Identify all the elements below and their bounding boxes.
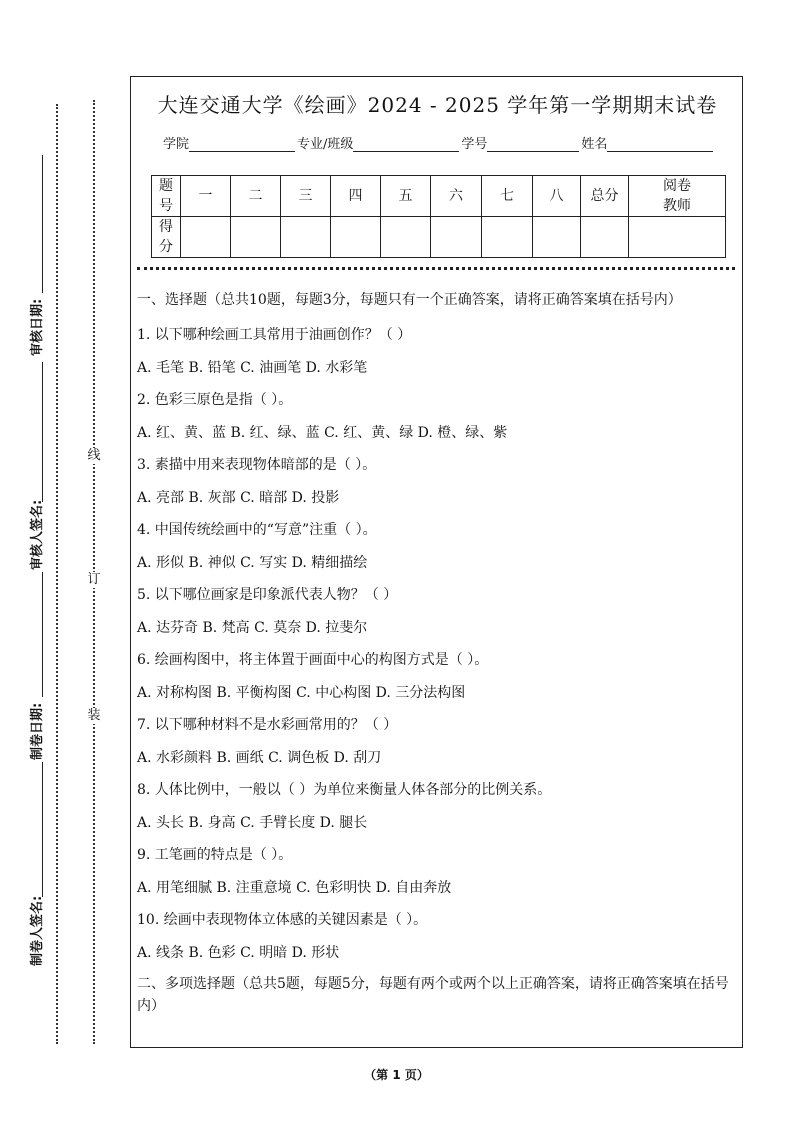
- question-8-options: A. 头长 B. 身高 C. 手臂长度 D. 腿长: [137, 814, 368, 831]
- question-1: 1. 以下哪种绘画工具常用于油画创作？（ ）: [137, 327, 412, 343]
- field-college-input[interactable]: [189, 137, 295, 152]
- question-1-options: A. 毛笔 B. 铅笔 C. 油画笔 D. 水彩笔: [137, 359, 368, 376]
- field-name-label: 姓名: [581, 137, 608, 152]
- question-3: 3. 素描中用来表现物体暗部的是（ ）。: [137, 457, 377, 473]
- section-2-heading: 二、多项选择题（总共5题，每题5分，每题有两个或两个以上正确答案，请将正确答案填在括号内）: [137, 976, 729, 1014]
- score-cell[interactable]: [331, 217, 381, 258]
- question-10: 10. 绘画中表现物体立体感的关键因素是（ ）。: [137, 912, 428, 928]
- field-college-label: 学院: [163, 137, 190, 152]
- outer-dotted-line: [56, 104, 58, 1044]
- exam-title: 大连交通大学《绘画》2024 - 2025 学年第一学期期末试卷: [157, 93, 718, 117]
- question-5-options: A. 达芬奇 B. 梵高 C. 莫奈 D. 拉斐尔: [137, 619, 368, 636]
- score-cell-grader[interactable]: [629, 217, 726, 258]
- score-cell[interactable]: [431, 217, 482, 258]
- score-col-8: 八: [533, 176, 581, 217]
- score-table-value-row: [152, 217, 726, 258]
- score-cell[interactable]: [381, 217, 431, 258]
- question-5: 5. 以下哪位画家是印象派代表人物？（ ）: [137, 587, 398, 603]
- field-id-label: 学号: [461, 137, 488, 152]
- score-table: [151, 175, 726, 258]
- review-date-line: [42, 155, 43, 293]
- field-major-input[interactable]: [353, 137, 459, 152]
- exam-frame: [130, 76, 743, 1048]
- binding-char-xian: 线: [87, 448, 101, 463]
- compiler-signature-label: 制卷人签名:: [30, 895, 45, 966]
- compile-date-label: 制卷日期:: [30, 702, 45, 760]
- question-6-options: A. 对称构图 B. 平衡构图 C. 中心构图 D. 三分法构图: [137, 684, 466, 701]
- score-col-4: 四: [331, 176, 381, 217]
- section-1-heading: 一、选择题（总共10题，每题3分，每题只有一个正确答案，请将正确答案填在括号内）: [137, 292, 682, 308]
- field-major-label: 专业/班级: [297, 137, 354, 152]
- field-name-input[interactable]: [607, 137, 713, 152]
- question-4-options: A. 形似 B. 神似 C. 写实 D. 精细描绘: [137, 554, 368, 571]
- score-cell[interactable]: [181, 217, 231, 258]
- binding-char-zhuang: 装: [87, 708, 101, 723]
- score-col-1: 一: [181, 176, 231, 217]
- section-divider: [137, 267, 735, 270]
- reviewer-signature-label: 审核人签名:: [30, 499, 45, 570]
- question-2: 2. 色彩三原色是指（ ）。: [137, 392, 293, 408]
- score-col-total: 总分: [581, 176, 629, 217]
- score-cell[interactable]: [533, 217, 581, 258]
- question-9-options: A. 用笔细腻 B. 注重意境 C. 色彩明快 D. 自由奔放: [137, 879, 452, 896]
- score-col-7: 七: [482, 176, 533, 217]
- score-cell[interactable]: [281, 217, 331, 258]
- review-date-label: 审核日期:: [30, 298, 45, 356]
- question-9: 9. 工笔画的特点是（ ）。: [137, 847, 293, 863]
- binding-char-ding: 订: [87, 572, 101, 587]
- compile-date-line: [42, 572, 43, 697]
- student-info-row: [163, 133, 715, 152]
- compiler-signature-line: [42, 762, 43, 897]
- score-cell[interactable]: [482, 217, 533, 258]
- page-number: （第 1 页）: [364, 1068, 429, 1082]
- question-6: 6. 绘画构图中，将主体置于画面中心的构图方式是（ ）。: [137, 652, 489, 668]
- question-7-options: A. 水彩颜料 B. 画纸 C. 调色板 D. 刮刀: [137, 749, 382, 766]
- question-3-options: A. 亮部 B. 灰部 C. 暗部 D. 投影: [137, 489, 340, 506]
- question-4: 4. 中国传统绘画中的“写意”注重（ ）。: [137, 522, 377, 538]
- score-header-label: 题 号: [152, 176, 181, 217]
- score-table-header-row: [152, 176, 726, 217]
- score-col-2: 二: [231, 176, 281, 217]
- score-col-5: 五: [381, 176, 431, 217]
- score-col-6: 六: [431, 176, 482, 217]
- question-7: 7. 以下哪种材料不是水彩画常用的？（ ）: [137, 717, 398, 733]
- question-10-options: A. 线条 B. 色彩 C. 明暗 D. 形状: [137, 944, 340, 961]
- score-col-grader: 阅卷 教师: [629, 176, 726, 217]
- field-id-input[interactable]: [487, 137, 579, 152]
- question-8: 8. 人体比例中，一般以（ ）为单位来衡量人体各部分的比例关系。: [137, 782, 552, 798]
- score-value-label: 得 分: [152, 217, 181, 258]
- score-col-3: 三: [281, 176, 331, 217]
- score-cell[interactable]: [231, 217, 281, 258]
- question-2-options: A. 红、黄、蓝 B. 红、绿、蓝 C. 红、黄、绿 D. 橙、绿、紫: [137, 424, 508, 441]
- reviewer-signature-line: [42, 362, 43, 502]
- exam-content: [137, 289, 743, 1017]
- score-cell-total[interactable]: [581, 217, 629, 258]
